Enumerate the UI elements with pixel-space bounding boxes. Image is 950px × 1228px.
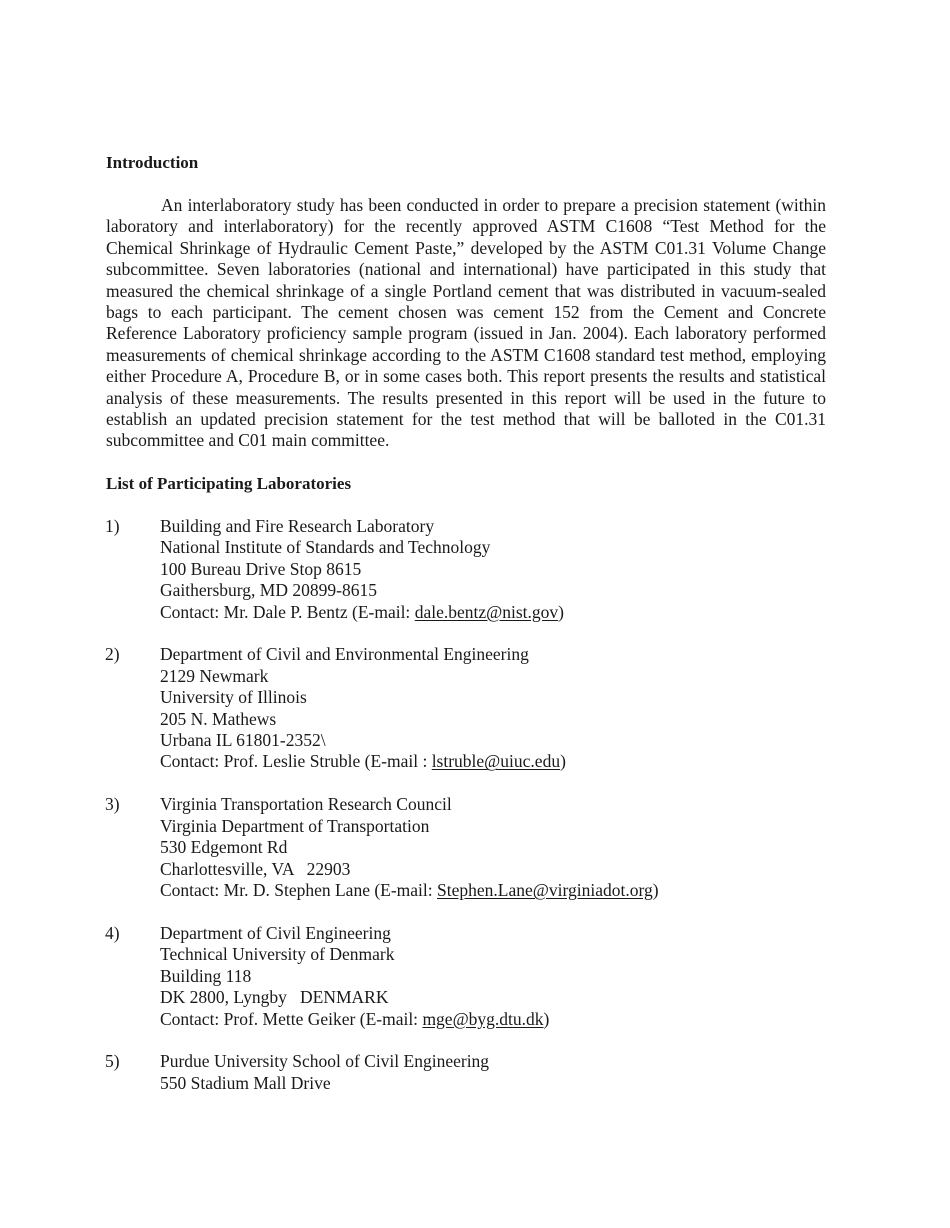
lab-item-2 <box>106 644 826 772</box>
lab-item-5 <box>106 1051 826 1094</box>
lab-address-line: 100 Bureau Drive Stop 8615 <box>160 558 362 579</box>
lab-address-line: Virginia Transportation Research Council <box>160 794 452 815</box>
lab-contact-line <box>160 751 826 772</box>
lab-address-line: Technical University of Denmark <box>160 944 395 965</box>
lab-number: 4) <box>105 922 120 943</box>
lab-address-line: University of Illinois <box>160 687 307 708</box>
lab-address-line: DK 2800, Lyngby DENMARK <box>160 987 389 1008</box>
lab-item-4 <box>106 923 826 1030</box>
lab-number: 5) <box>105 1051 120 1072</box>
lab-address-line: Charlottesville, VA 22903 <box>160 858 351 879</box>
lab-contact-line <box>160 1009 826 1030</box>
lab-address-line: Department of Civil Engineering <box>160 922 391 943</box>
lab-address-line: Building and Fire Research Laboratory <box>160 515 435 536</box>
lab-contact-line <box>160 880 826 901</box>
lab-address-line: 205 N. Mathews <box>160 708 277 729</box>
lab-address-line: 530 Edgemont Rd <box>160 837 288 858</box>
document-page <box>106 152 826 1116</box>
email-link[interactable]: mge@byg.dtu.dk <box>422 1008 544 1029</box>
labs-list <box>106 516 826 1094</box>
email-link[interactable]: dale.bentz@nist.gov <box>414 601 559 622</box>
lab-item-3 <box>106 794 826 901</box>
lab-number: 3) <box>105 794 120 815</box>
lab-contact-line <box>160 602 826 623</box>
contact-prefix: Contact: Mr. Dale P. Bentz (E-mail: <box>160 601 415 622</box>
lab-address-line: Department of Civil and Environmental Engineering <box>160 644 529 665</box>
labs-heading: List of Participating Laboratories <box>106 473 352 493</box>
lab-address-line: Gaithersburg, MD 20899-8615 <box>160 580 377 601</box>
contact-prefix: Contact: Mr. D. Stephen Lane (E-mail: <box>160 879 438 900</box>
contact-suffix: ) <box>543 1008 550 1029</box>
lab-address-line: Building 118 <box>160 965 252 986</box>
lab-number: 1) <box>105 515 120 536</box>
email-link[interactable]: Stephen.Lane@virginiadot.org <box>437 879 653 900</box>
lab-address-line: Virginia Department of Transportation <box>160 815 430 836</box>
contact-prefix: Contact: Prof. Leslie Struble (E-mail : <box>160 751 432 772</box>
lab-address-line: 550 Stadium Mall Drive <box>160 1072 331 1093</box>
contact-prefix: Contact: Prof. Mette Geiker (E-mail: <box>160 1008 423 1029</box>
lab-address-line: Urbana IL 61801-2352\ <box>160 730 326 751</box>
lab-address-line: National Institute of Standards and Technology <box>160 537 491 558</box>
lab-item-1 <box>106 516 826 623</box>
lab-address-line: 2129 Newmark <box>160 665 269 686</box>
contact-suffix: ) <box>652 879 659 900</box>
email-link[interactable]: lstruble@uiuc.edu <box>431 751 561 772</box>
contact-suffix: ) <box>560 751 566 772</box>
lab-number: 2) <box>105 644 120 665</box>
lab-address-line: Purdue University School of Civil Engineering <box>160 1051 490 1072</box>
introduction-paragraph: An interlaboratory study has been conducted in order to prepare a precision statement (within laboratory and interlaboratory) for the recently approved ASTM C1608 “Test Method for the Chemical Shrinkage of Hydraulic Cement Paste,” developed by the ASTM C01.31 Volume Change subcommittee. Seven laboratories (national and international) have participated in this study that measured the chemical shrinkage of a single Portland cement that was distributed in vacuum-sealed bags to each participant. The cement chosen was cement 152 from the Cement and Concrete Reference Laboratory proficiency sample program (issued in Jan. 2004). Each laboratory performed measurements of chemical shrinkage according to the ASTM C1608 standard test method, employing either Procedure A, Procedure B, or in some cases both. This report presents the results and statistical analysis of these measurements. The results presented in this report will be used in the future to establish an updated precision statement for the test method that will be balloted in the C01.31 subcommittee and C01 main committee. <box>106 195 826 451</box>
contact-suffix: ) <box>558 601 564 622</box>
introduction-heading: Introduction <box>106 153 199 172</box>
